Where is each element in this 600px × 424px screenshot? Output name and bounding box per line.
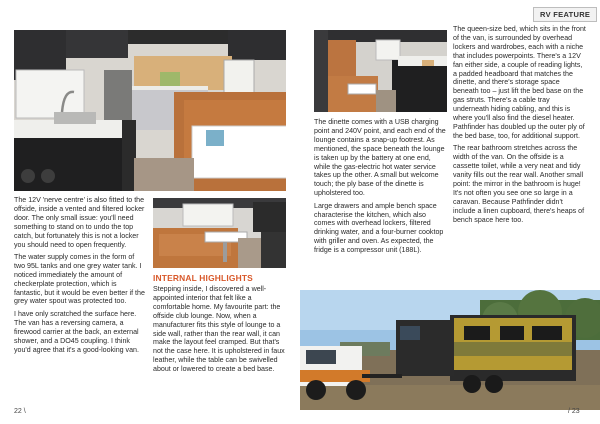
paragraph: The rear bathroom stretches across the width of the van. On the offside is a cassette toilet, while a very neat and tidy vanity fills out the rear wall. Another small point: the mirror in the bathroom is huge! It's not often you see one so large in a caravan. Because Pathfinder didn't include a linen cupboard, there's heaps of bench space here too. [453, 144, 585, 224]
column-3 [314, 118, 448, 259]
paragraph: The 12V 'nerve centre' is also fitted to the offside, inside a vented and filtered locker door. The only small issue: you'll need something to stand on to undo the top catch, but fortunately this is not a locker you should need to open frequently. [14, 196, 145, 249]
paragraph: The queen-size bed, which sits in the front of the van, is surrounded by overhead lockers and wardrobes, each with a niche that includes powerpoints. There's a 12V fan either side, a couple of reading lights, a padded headboard that matches the dinette, and there's storage space beneath too – just lift the bed base on the gas struts. There's a cable tray underneath hiding cabling, and this is where you'll also find the diesel heater. Pathfinder has doubled up the outer ply of the bed base, too, for additional support. [453, 25, 586, 140]
kitchen-photo [14, 30, 286, 191]
paragraph: Large drawers and ample bench space characterise the kitchen, which also comes with overhead lockers, filtered drinking water, and a four-burner cooktop with griller and oven. As expected, the fridge is a compressor unit (188L). [314, 201, 444, 255]
exterior-illustration [300, 290, 600, 410]
paragraph: The water supply comes in the form of two 95L tanks and one grey water tank. I noticed immediately the amount of checkerplate protection, which is fantastic, but it would be even better if the grey water spout was protected too. [14, 252, 145, 306]
lounge-illustration [153, 198, 286, 268]
paragraph: Stepping inside, I discovered a well-appointed interior that felt like a comfortable home. My favourite part: the offside club lounge. Now, when a manufacturer fits this style of lounge to a side wall, rather than the rear wall, it can make the layout feel cramped. But that's not the case here. It is upholstered in faux leather, while the table can be swivelled about or lowered to create a bed base. [153, 285, 285, 374]
kitchen-illustration [14, 30, 286, 191]
column-1 [14, 196, 146, 358]
lounge-photo [153, 198, 286, 268]
page-number-left: 22 \ [14, 408, 26, 415]
column-4 [453, 25, 587, 228]
page-number-right: / 23 [568, 408, 580, 415]
column-2 [153, 273, 287, 378]
dinette-photo [314, 30, 447, 112]
section-heading: INTERNAL HIGHLIGHTS [153, 273, 253, 283]
dinette-illustration [314, 30, 447, 112]
section-tag: RV FEATURE [533, 7, 597, 22]
exterior-photo [300, 290, 600, 410]
paragraph: I have only scratched the surface here. The van has a reversing camera, a firewood carrier at the back, an external shower, and a DO45 coupling. I think you'd agree that it's a good-looking van. [14, 309, 139, 354]
paragraph: The dinette comes with a USB charging point and 240V point, and each end of the lounge contains a snap-up footrest. As mentioned, the space beneath the lounge is taken up by the battery at one end, while the gas-electric hot water service takes up the other. A small but welcome touch; the ply base of the dinette is upholstered too. [314, 118, 446, 198]
